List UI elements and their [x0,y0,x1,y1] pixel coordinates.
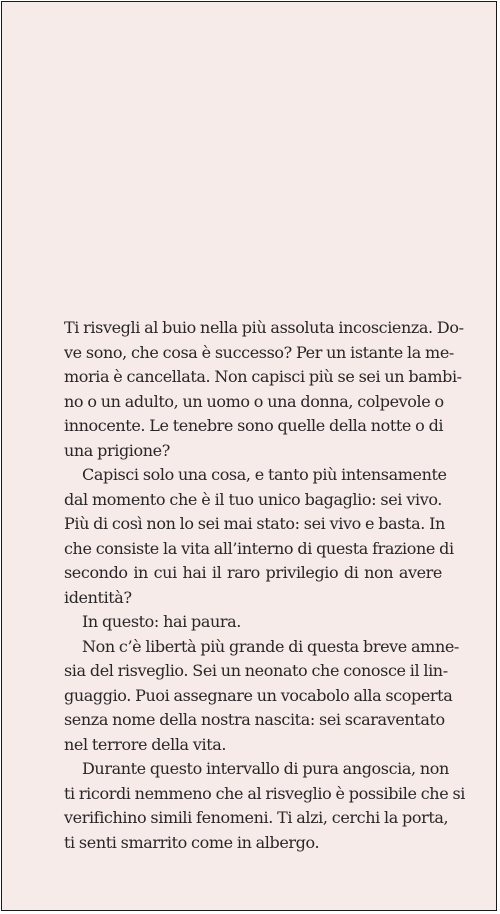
text-line: Durante questo intervallo di pura angoscia, non [82,759,449,778]
text-line: guaggio. Puoi assegnare un vocabolo alla scoperta [64,685,453,705]
paragraph-5 [64,757,465,855]
paragraph-2 [64,463,454,610]
text-line: In questo: hai paura. [82,612,241,631]
page-body-text [64,316,465,855]
text-line: innocente. Le tenebre sono quelle della notte o di [64,416,444,435]
text-line: dal momento che è il tuo unico bagaglio: sei vivo. [64,489,442,509]
book-page [1,1,497,911]
text-line: secondo in cui hai il raro privilegio di non avere [64,563,442,582]
paragraph-3 [64,610,442,635]
text-line: Più di così non lo sei mai stato: sei vivo e basta. In [64,514,445,533]
text-line: Ti risvegli al buio nella più assoluta incoscienza. Do- [64,318,464,337]
text-line: no o un adulto, un uomo o una donna, colpevole o [64,391,444,411]
text-line: ti ricordi nemmeno che al risveglio è possibile che si [64,783,465,803]
text-line: nel terrore della vita. [64,734,227,754]
text-line: ti senti smarrito come in albergo. [64,832,320,852]
text-line: sia del risveglio. Sei un neonato che conosce il lin- [64,661,448,680]
text-line: ve sono, che cosa è successo? Per un istante la me- [64,342,454,362]
text-line: identità? [64,587,132,607]
text-line: senza nome della nostra nascita: sei scaraventato [64,710,445,729]
text-line: Non c’è libertà più grande di questa breve amne- [82,636,459,656]
paragraph-1 [64,316,464,463]
text-line: moria è cancellata. Non capisci più se sei un bambi- [64,367,462,386]
text-line: che consiste la vita all’interno di questa frazione di [64,538,454,558]
text-line: verifichino simili fenomeni. Ti alzi, cerchi la porta, [64,808,449,827]
text-line: Capisci solo una cosa, e tanto più intensamente [82,465,447,484]
paragraph-4 [64,635,459,758]
text-line: una prigione? [64,440,170,460]
